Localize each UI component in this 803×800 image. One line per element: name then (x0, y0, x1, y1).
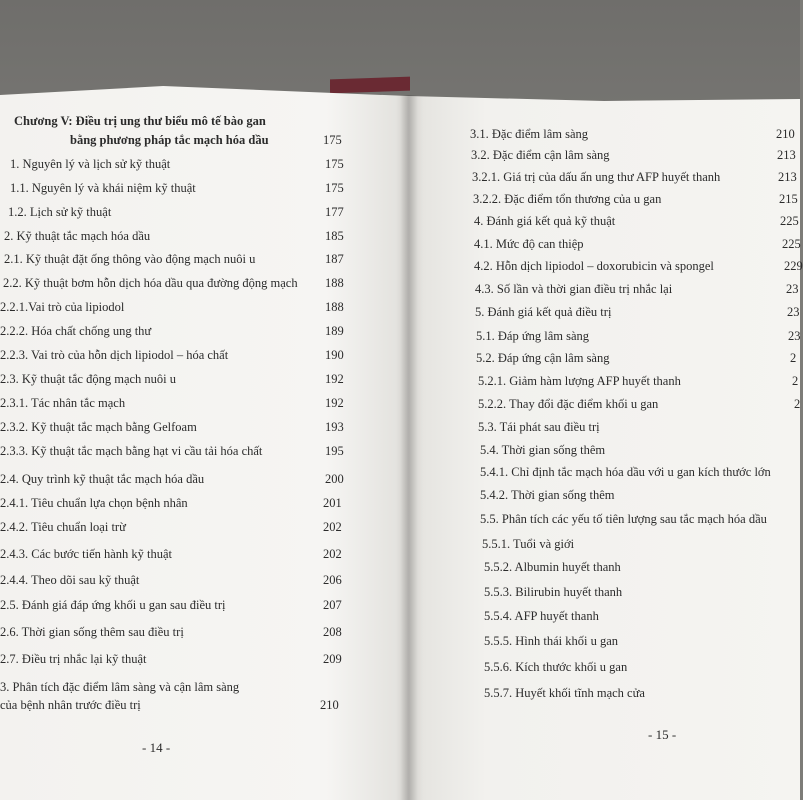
left-toc-entry-page: 202 (323, 547, 342, 561)
right-toc-entry-text: 3.2.1. Giá trị của dấu ấn ung thư AFP huyết thanh (472, 170, 721, 184)
right-toc-entry-page: 23 (787, 305, 800, 319)
left-toc-entry-text: 2.5. Đánh giá đáp ứng khối u gan sau điều trị (0, 598, 226, 612)
left-toc-entry-page: 192 (325, 396, 344, 410)
right-toc-entry-page: 2 (790, 351, 797, 365)
left-toc-entry-page: 175 (325, 157, 344, 171)
right-toc-entry-page: 213 (777, 148, 796, 162)
right-toc-entry-page: 225 (780, 214, 799, 228)
right-toc-entry-page: 23 (786, 282, 799, 296)
left-toc-entry-page: 189 (325, 324, 344, 338)
chapter-title-line2: bằng phương pháp tắc mạch hóa dầu (70, 133, 269, 147)
left-toc-entry-text: 2.4.4. Theo dõi sau kỹ thuật (0, 573, 140, 587)
right-toc-entry-text: 4. Đánh giá kết quả kỹ thuật (474, 214, 616, 228)
right-toc-entry-text: 5.5.4. AFP huyết thanh (484, 609, 599, 623)
chapter-title-line1: Chương V: Điều trị ung thư biểu mô tế bào gan (14, 114, 266, 128)
left-toc-entry-page: 188 (325, 276, 344, 290)
right-toc-entry-text: 5.5.2. Albumin huyết thanh (484, 560, 621, 574)
left-toc-entry-page: 202 (323, 520, 342, 534)
right-toc-entry-text: 5.3. Tái phát sau điều trị (478, 420, 600, 434)
left-toc-entry-page: 201 (323, 496, 342, 510)
left-toc-entry-text: 2.6. Thời gian sống thêm sau điều trị (0, 625, 184, 639)
right-toc-entry-text: 4.3. Số lần và thời gian điều trị nhắc lại (475, 282, 673, 296)
right-toc-entry-text: 5.1. Đáp ứng lâm sàng (476, 329, 590, 343)
right-toc-entry-text: 5.4. Thời gian sống thêm (480, 443, 606, 457)
right-toc-entry-text: 5.4.2. Thời gian sống thêm (480, 488, 615, 502)
left-toc-entry-text: 2. Kỹ thuật tắc mạch hóa dầu (4, 229, 151, 243)
right-toc-entry-text: 5.5.6. Kích thước khối u gan (484, 660, 628, 674)
right-toc-entry-page: 2 (794, 397, 801, 411)
left-toc-entry-page: 208 (323, 625, 342, 639)
chapter-page-number: 175 (323, 133, 342, 147)
right-toc-entry-text: 5.4.1. Chỉ định tắc mạch hóa dầu với u gan kích thước lớn (480, 465, 771, 479)
left-toc-entry-page: 177 (325, 205, 344, 219)
left-toc-entry-text: 2.2.1.Vai trò của lipiodol (0, 300, 125, 314)
left-page-number: - 14 - (142, 740, 171, 755)
right-toc-entry-text: 3.1. Đặc điểm lâm sàng (470, 127, 589, 141)
left-toc-entry-page: 188 (325, 300, 344, 314)
left-toc-entry-text: 2.2. Kỹ thuật bơm hỗn dịch hóa dầu qua đường động mạch (3, 276, 298, 290)
left-toc-entry-page: 195 (325, 444, 344, 458)
left-toc-entry-text: 3. Phân tích đặc điểm lâm sàng và cận lâm sàng (0, 680, 240, 694)
left-toc-entry-page: 209 (323, 652, 342, 666)
left-toc-entry-page: 192 (325, 372, 344, 386)
left-toc-entry-text: 2.1. Kỹ thuật đặt ống thông vào động mạch nuôi u (4, 252, 256, 266)
right-toc-entry-text: 5.5.1. Tuổi và giới (482, 537, 575, 551)
left-toc-entry-text: của bệnh nhân trước điều trị (0, 698, 141, 712)
left-toc-entry-text: 1.2. Lịch sử kỹ thuật (8, 205, 112, 219)
left-toc-entry-page: 207 (323, 598, 342, 612)
left-toc-entry-page: 206 (323, 573, 342, 587)
right-toc-entry-text: 4.1. Mức độ can thiệp (474, 237, 584, 251)
right-toc-entry-text: 5.5.3. Bilirubin huyết thanh (484, 585, 623, 599)
left-toc-entry-text: 2.2.2. Hóa chất chống ung thư (0, 324, 152, 338)
right-toc-entry-text: 5.2.2. Thay đổi đặc điểm khối u gan (478, 397, 659, 411)
left-toc-entry-text: 1.1. Nguyên lý và khái niệm kỹ thuật (10, 181, 196, 195)
right-toc-entry-text: 4.2. Hỗn dịch lipiodol – doxorubicin và spongel (474, 259, 714, 273)
right-toc-entry-text: 3.2. Đặc điểm cận lâm sàng (471, 148, 610, 162)
left-toc-entry-text: 1. Nguyên lý và lịch sử kỹ thuật (10, 157, 171, 171)
right-toc-entry-page: 210 (776, 127, 795, 141)
left-toc-entry-page: 175 (325, 181, 344, 195)
right-toc-entry-text: 3.2.2. Đặc điểm tổn thương của u gan (473, 192, 662, 206)
right-toc-entry-text: 5.2. Đáp ứng cận lâm sàng (476, 351, 610, 365)
left-toc-entry-page: 187 (325, 252, 344, 266)
right-toc-entry-page: 213 (778, 170, 797, 184)
left-toc-entry-page: 210 (320, 698, 339, 712)
right-toc-entry-page: 2 (792, 374, 799, 388)
right-toc-entry-text: 5.5. Phân tích các yếu tố tiên lượng sau tắc mạch hóa dầu (480, 512, 767, 526)
left-toc-entry-text: 2.4.1. Tiêu chuẩn lựa chọn bệnh nhân (0, 496, 188, 510)
left-toc-entry-page: 193 (325, 420, 344, 434)
left-toc-entry-text: 2.3. Kỹ thuật tắc động mạch nuôi u (0, 372, 177, 386)
left-toc-entry-page: 190 (325, 348, 344, 362)
left-toc-entry-text: 2.3.1. Tác nhân tắc mạch (0, 396, 126, 410)
left-toc-entry-page: 185 (325, 229, 344, 243)
right-toc-entry-text: 5.5.5. Hình thái khối u gan (484, 634, 619, 648)
book-spine (400, 95, 418, 800)
right-page-number: - 15 - (648, 727, 677, 742)
right-toc-entry-page: 225 (782, 237, 801, 251)
left-toc-entry-text: 2.3.2. Kỹ thuật tắc mạch bằng Gelfoam (0, 420, 197, 434)
left-toc-entry-page: 200 (325, 472, 344, 486)
left-toc-entry-text: 2.2.3. Vai trò của hỗn dịch lipiodol – hóa chất (0, 348, 229, 362)
right-toc-entry-page: 215 (779, 192, 798, 206)
left-toc-entry-text: 2.4.2. Tiêu chuẩn loại trừ (0, 520, 126, 534)
book-cover-edge (330, 77, 410, 94)
left-toc-entry-text: 2.4.3. Các bước tiến hành kỹ thuật (0, 547, 173, 561)
right-toc-entry-text: 5. Đánh giá kết quả điều trị (475, 305, 612, 319)
left-toc-entry-text: 2.4. Quy trình kỹ thuật tắc mạch hóa dầu (0, 472, 205, 486)
right-toc-entry-page: 23 (788, 329, 801, 343)
right-toc-entry-page: 229 (784, 259, 803, 273)
left-toc-entry-text: 2.7. Điều trị nhắc lại kỹ thuật (0, 652, 147, 666)
left-toc-entry-text: 2.3.3. Kỹ thuật tắc mạch bằng hạt vi cầu tải hóa chất (0, 444, 263, 458)
right-toc-entry-text: 5.2.1. Giảm hàm lượng AFP huyết thanh (478, 374, 681, 388)
right-toc-entry-text: 5.5.7. Huyết khối tĩnh mạch cửa (484, 686, 645, 700)
